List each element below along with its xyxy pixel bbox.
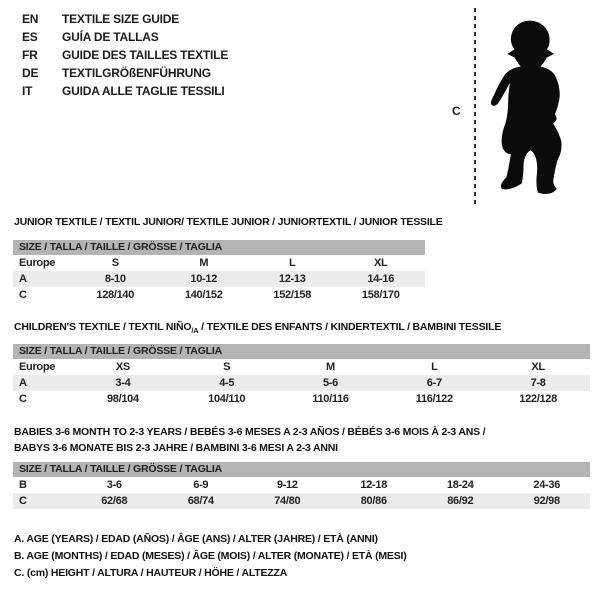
language-code: DE [22,66,39,80]
cell-value: XS [115,361,130,373]
cell-value: 14-16 [367,273,395,285]
cell-value: XL [531,361,545,373]
legend-line-age-months: B. AGE (MONTHS) / EDAD (MESES) / ÂGE (MOIS) / ALTER (MONATE) / ETÀ (MESI) [14,550,407,562]
cell-value: 10-12 [190,273,218,285]
cell-value: XL [374,257,388,269]
cell-value: 24-36 [533,479,561,491]
table-row [13,493,590,509]
size-header-bar: SIZE / TALLA / TAILLE / GRÖSSE / TAGLIA [13,240,425,255]
guide-title: GUIDA ALLE TAGLIE TESSILI [62,84,225,98]
cell-value: 152/158 [273,289,312,301]
size-header-bar: SIZE / TALLA / TAILLE / GRÖSSE / TAGLIA [13,462,590,477]
toddler-silhouette-icon [483,8,573,206]
cell-value: 74/80 [274,495,301,507]
guide-title: TEXTILGRÖßENFÜHRUNG [62,66,211,80]
table-row [13,477,590,493]
table-rows [13,255,425,303]
section-title-text: / TEXTILE DES ENFANTS / KINDERTEXTIL / BAMBINI TESSILE [198,321,502,333]
guide-title: GUIDE DES TAILLES TEXTILE [62,48,229,62]
table-row [13,287,425,303]
cell-value: 12-13 [278,273,306,285]
row-label: C [19,393,27,405]
row-label: A [19,377,27,389]
table-row [13,271,425,287]
language-row-fr [22,46,228,64]
language-row-en [22,10,228,28]
legend-line-age-years: A. AGE (YEARS) / EDAD (AÑOS) / ÂGE (ANS) / ALTER (JAHRE) / ETÀ (ANNI) [14,533,378,545]
junior-size-table [13,240,425,303]
section-title-text: JUNIOR TEXTILE / TEXTIL JUNIOR/ TEXTILE JUNIOR / JUNIORTEXTIL / JUNIOR TESSILE [14,216,443,228]
section-title-babies [14,424,485,456]
language-code: EN [22,12,39,26]
cell-value: L [431,361,438,373]
section-title-children [14,321,501,335]
cell-value: M [326,361,335,373]
table-row [13,255,425,271]
language-code: FR [22,48,38,62]
section-title-text: CHILDREN'S TEXTILE / TEXTIL NIÑO [14,321,192,333]
cell-value: 6-7 [426,377,442,389]
cell-value: 122/128 [519,393,557,405]
table-row [13,375,590,391]
cell-value: 128/140 [96,289,135,301]
cell-value: 86/92 [447,495,474,507]
cell-value: 5-6 [322,377,338,389]
cell-value: 3-4 [115,377,131,389]
cell-value: 98/104 [106,393,139,405]
height-measure-label: C [452,104,461,118]
guide-title: TEXTILE SIZE GUIDE [62,12,180,26]
cell-value: 9-12 [276,479,298,491]
row-label: A [19,273,27,285]
cell-value: 68/74 [187,495,214,507]
cell-value: S [223,361,231,373]
language-title-list [22,10,228,100]
cell-value: 104/110 [208,393,246,405]
children-size-table [13,344,590,407]
cell-value: 92/98 [533,495,560,507]
language-code: ES [22,30,38,44]
cell-value: 12-18 [360,479,388,491]
language-code: IT [22,84,33,98]
cell-value: 18-24 [446,479,474,491]
cell-value: S [111,257,119,269]
cell-value: 8-10 [104,273,126,285]
cell-value: 110/116 [312,393,349,405]
cell-value: L [289,257,296,269]
cell-value: 6-9 [193,479,209,491]
cell-value: 158/170 [361,289,400,301]
language-row-it [22,82,228,100]
row-label: B [19,479,27,491]
babies-size-table [13,462,590,509]
section-title-line1: BABIES 3-6 MONTH TO 2-3 YEARS / BEBÉS 3-6 MESES A 2-3 AÑOS / BÉBÉS 3-6 MOIS À 2-3 ANS / [14,426,486,438]
cell-value: 140/152 [184,289,223,301]
row-label: C [19,495,27,507]
section-title-junior [14,216,443,228]
section-title-line2: BABYS 3-6 MONATE BIS 2-3 JAHRE / BAMBINI 3-6 MESI A 2-3 ANNI [14,442,338,454]
row-label: Europe [19,361,56,373]
language-row-de [22,64,228,82]
cell-value: 3-6 [106,479,122,491]
table-rows [13,477,590,509]
guide-title: GUÍA DE TALLAS [62,30,159,44]
cell-value: 7-8 [530,377,546,389]
cell-value: 62/68 [101,495,128,507]
table-rows [13,359,590,407]
table-row [13,391,590,407]
section-title-subscript: /A [191,326,199,336]
height-measure-dashed-line [474,8,476,208]
cell-value: 4-5 [219,377,235,389]
cell-value: 80/86 [360,495,387,507]
cell-value: M [199,257,209,269]
size-header-bar: SIZE / TALLA / TAILLE / GRÖSSE / TAGLIA [13,344,590,359]
cell-value: 116/122 [415,393,453,405]
legend [14,531,407,582]
table-row [13,359,590,375]
language-row-es [22,28,228,46]
row-label: Europe [19,257,56,269]
legend-line-height: C. (cm) HEIGHT / ALTURA / HAUTEUR / HÖHE / ALTEZZA [14,567,288,579]
row-label: C [19,289,27,301]
